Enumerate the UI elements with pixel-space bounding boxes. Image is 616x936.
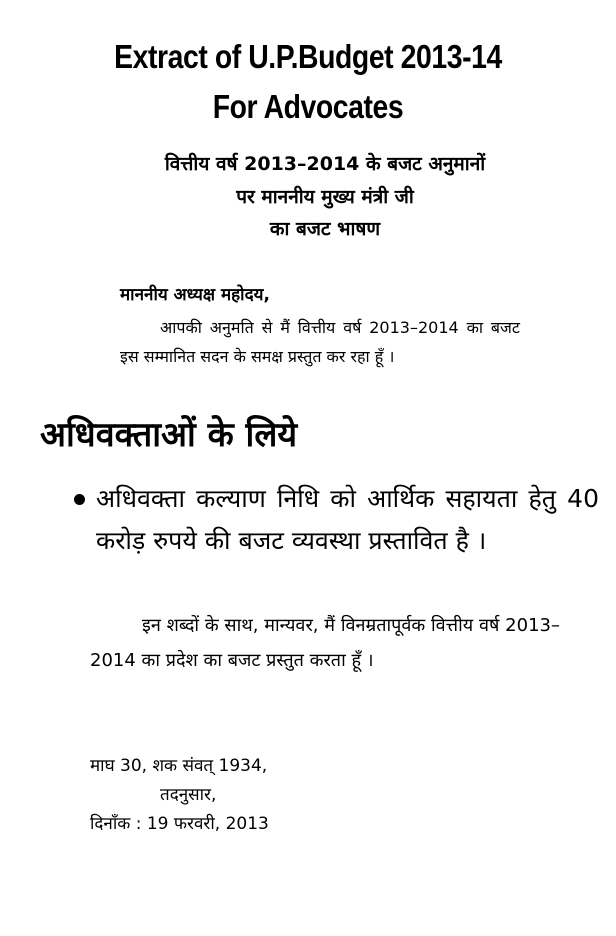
speech-heading-line-3: का बजट भाषण [269, 218, 381, 240]
closing-paragraph: इन शब्दों के साथ, मान्यवर, मैं विनम्रतापूर्वक वित्तीय वर्ष 2013–2014 का प्रदेश का बजट प्रस्तुत करता हूँ । [90, 615, 560, 671]
section-heading: अधिवक्ताओं के लिये [40, 415, 298, 455]
date-block [90, 752, 269, 839]
bullet-text: अधिवक्ता कल्याण निधि को आर्थिक सहायता हेतु 40 करोड़ रुपये की बजट व्यवस्था प्रस्तावित है । [96, 484, 599, 555]
date-line-3: दिनाँक : 19 फरवरी, 2013 [90, 814, 269, 834]
bullet-item [74, 478, 599, 562]
speech-heading-line-1: वित्तीय वर्ष 2013–2014 के बजट अनुमानों [164, 153, 486, 175]
speech-heading-line-2: पर माननीय मुख्य मंत्री जी [236, 186, 414, 208]
intro-paragraph: आपकी अनुमति से मैं वित्तीय वर्ष 2013–2014 का बजट इस सम्मानित सदन के समक्ष प्रस्तुत कर रहा हूँ । [120, 318, 520, 366]
document-subtitle: For Advocates [212, 88, 404, 125]
salutation: माननीय अध्यक्ष महोदय, [120, 285, 270, 305]
date-line-1: माघ 30, शक संवत् 1934, [90, 756, 268, 776]
date-line-2: तदनुसार, [160, 785, 217, 805]
bullet-dot-icon [74, 494, 85, 505]
document-title: Extract of U.P.Budget 2013-14 [114, 38, 502, 75]
